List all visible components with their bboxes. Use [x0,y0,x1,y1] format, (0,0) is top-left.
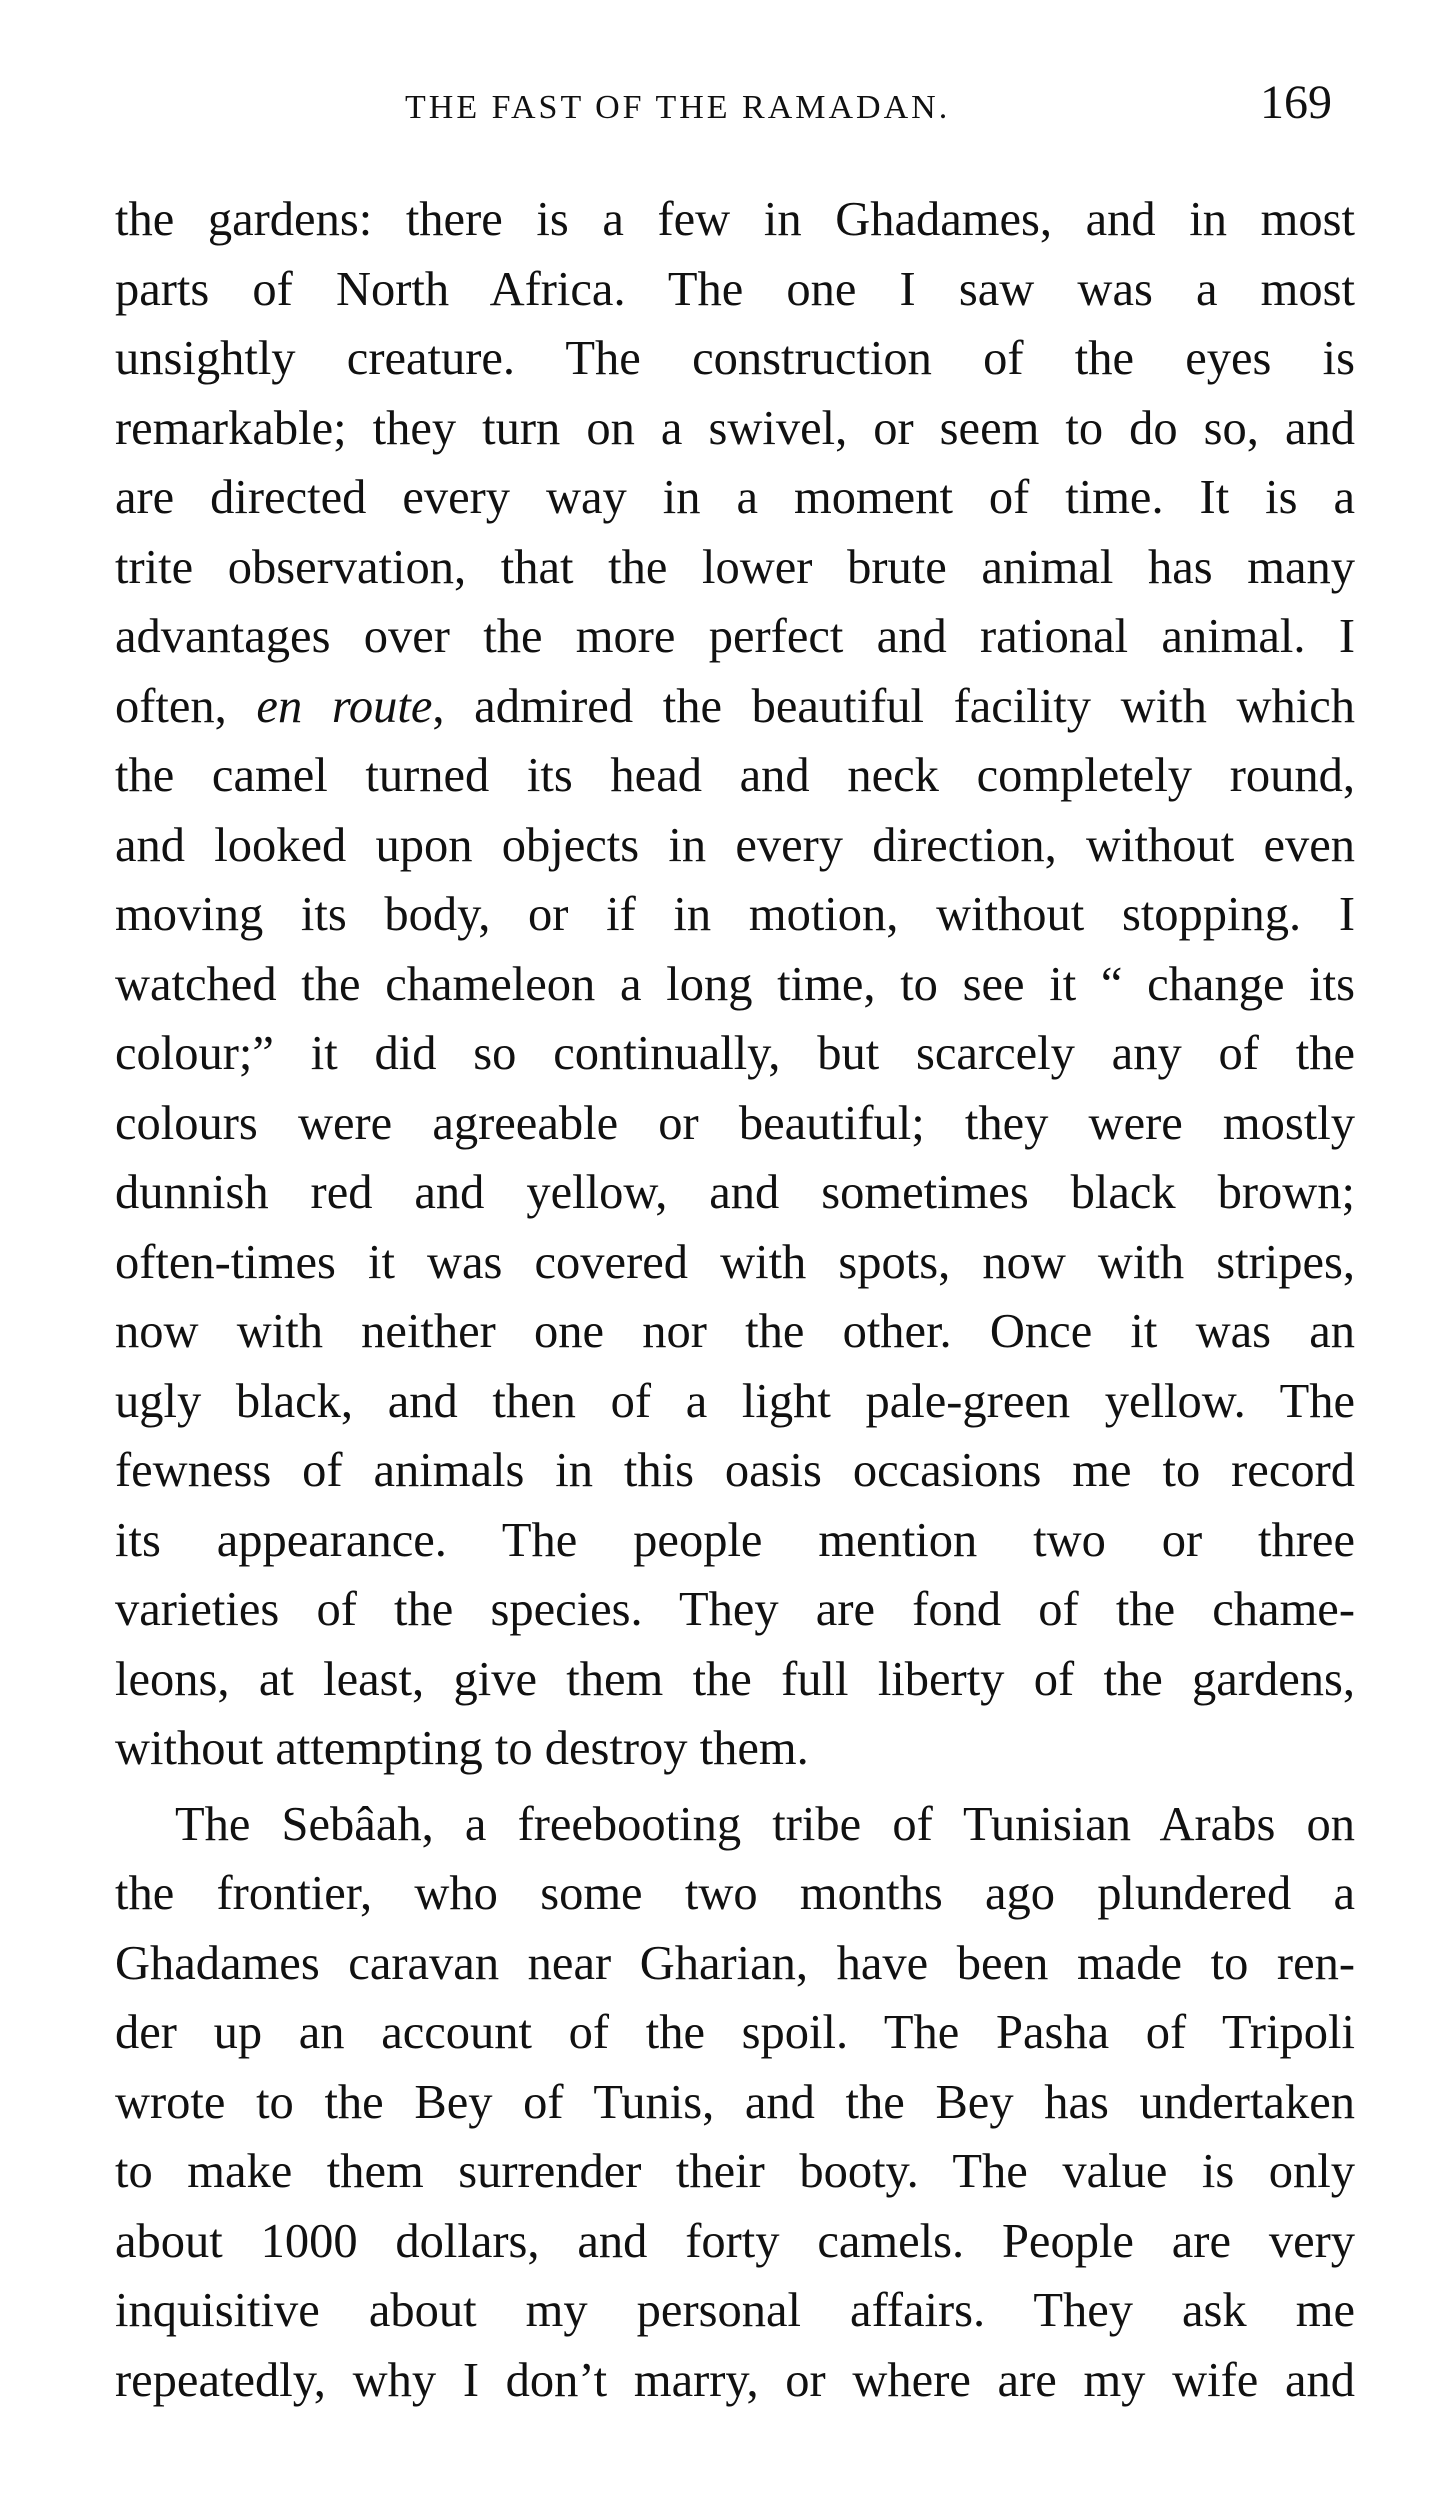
text-line: advantages over the more perfect and rational animal. I [115,610,1355,663]
text-line: remarkable; they turn on a swivel, or seem to do so, and [115,401,1355,455]
text-line: and looked upon objects in every direction, without even [115,818,1355,872]
text-line: now with neither one nor the other. Once it was an [115,1305,1355,1358]
italic-phrase: en route [256,679,433,733]
body-text [115,185,1355,2415]
text-line: colour;” it did so continually, but scarcely any of the [115,1027,1355,1080]
text-line: unsightly creature. The construction of the eyes is [115,332,1355,385]
text-line: watched the chameleon a long time, to see it “ change its [115,957,1355,1011]
text-line: der up an account of the spoil. The Pasha of Tripoli [115,2006,1355,2059]
text-line: ugly black, and then of a light pale-green yellow. The [115,1374,1355,1428]
text-line: without attempting to destroy them. [115,1722,809,1775]
text-line: leons, at least, give them the full liberty of the gardens, [115,1652,1355,1706]
line-segment: , admired the beautiful facility with which [432,679,1356,733]
text-line: varieties of the species. They are fond of the chame- [115,1583,1355,1636]
text-line-with-italic [115,672,1355,742]
text-line: are directed every way in a moment of time. It is a [115,471,1355,524]
text-line: wrote to the Bey of Tunis, and the Bey has undertaken [115,2075,1355,2129]
text-line: the camel turned its head and neck completely round, [115,749,1355,802]
text-line: dunnish red and yellow, and sometimes black brown; [115,1166,1355,1219]
text-line: inquisitive about my personal affairs. They ask me [115,2284,1355,2337]
text-line: its appearance. The people mention two or three [115,1513,1355,1567]
paragraph-1 [115,185,1355,1784]
line-segment: often, [115,679,257,733]
running-title: THE FAST OF THE RAMADAN. [405,89,951,126]
text-line: the frontier, who some two months ago plundered a [115,1867,1355,1920]
text-line: about 1000 dollars, and forty camels. People are very [115,2214,1355,2268]
text-line: trite observation, that the lower brute animal has many [115,540,1355,594]
text-line: the gardens: there is a few in Ghadames, and in most [115,193,1355,246]
text-line: fewness of animals in this oasis occasions me to record [115,1444,1355,1497]
text-line: repeatedly, why I don’t marry, or where are my wife and [115,2353,1355,2407]
running-head [0,75,1450,135]
text-line: parts of North Africa. The one I saw was a most [115,262,1355,316]
text-line: often-times it was covered with spots, now with stripes, [115,1235,1355,1289]
text-line: moving its body, or if in motion, without stopping. I [115,888,1355,941]
text-line: Ghadames caravan near Gharian, have been made to ren- [115,1936,1355,1990]
page-number: 169 [1260,76,1332,129]
text-line: The Sebâah, a freebooting tribe of Tunisian Arabs on [175,1797,1355,1851]
paragraph-2 [115,1790,1355,2416]
text-line: to make them surrender their booty. The value is only [115,2145,1355,2198]
text-line: colours were agreeable or beautiful; they were mostly [115,1096,1355,1150]
